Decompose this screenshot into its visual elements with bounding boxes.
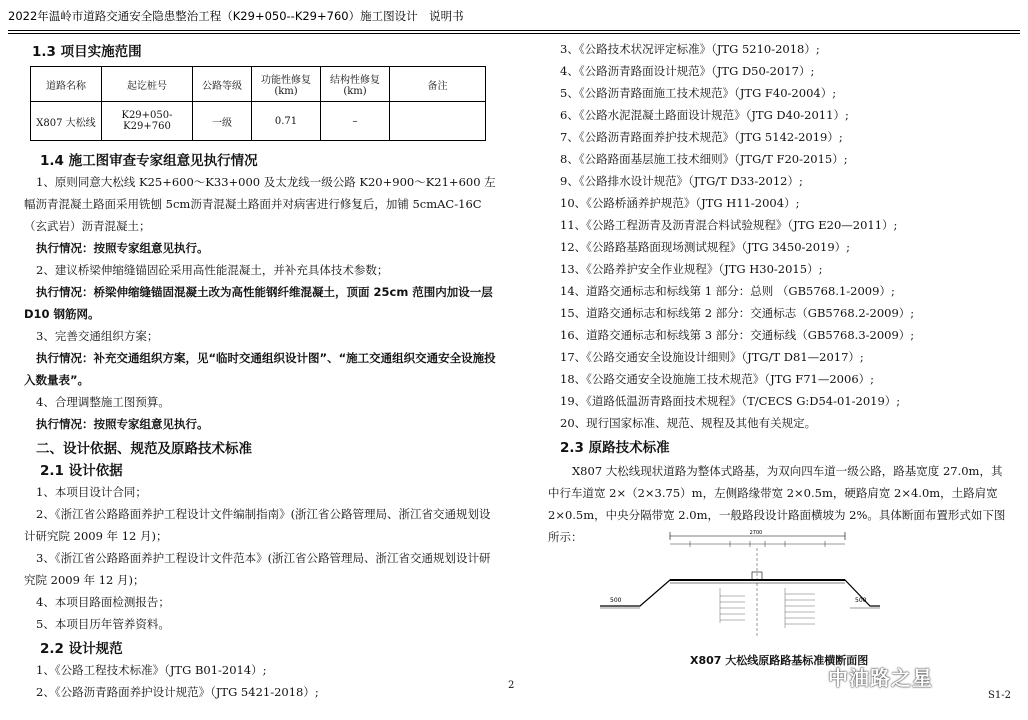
spec-item: 12、《公路路基路面现场测试规程》（JTG 3450-2019）; <box>560 240 851 254</box>
spec-item: 3、《公路技术状况评定标准》（JTG 5210-2018）; <box>560 42 820 56</box>
table-header: 备注 <box>390 67 486 102</box>
table-header: 结构性修复 (km) <box>321 67 390 102</box>
table-header: 功能性修复 (km) <box>252 67 321 102</box>
spec-item: 20、现行国家标准、规范、规程及其他有关规定。 <box>560 416 817 430</box>
fig-left-edge: 500 <box>610 597 622 604</box>
section-2-1-title: 2.1 设计依据 <box>40 463 123 479</box>
spec-item: 19、《道路低温沥青路面技术规程》（T/CECS G:D54-01-2019）; <box>560 394 901 408</box>
basis-item: 2、《浙江省公路路面养护工程设计文件编制指南》(浙江省公路管理局、浙江省交通规划设计研究院 2009 年 12 月)； <box>24 507 491 543</box>
table-cell: 0.71 <box>252 102 321 141</box>
basis-item: 5、本项目历年管养资料。 <box>36 617 170 631</box>
table-header-row <box>31 67 486 102</box>
table-header: 公路等级 <box>193 67 252 102</box>
spec-item: 16、道路交通标志和标线第 3 部分：交通标线（GB5768.3-2009）; <box>560 328 915 342</box>
table-cell <box>390 102 486 141</box>
spec-item: 5、《公路沥青路面施工技术规范》（JTG F40-2004）; <box>560 86 837 100</box>
spec-item: 15、道路交通标志和标线第 2 部分：交通标志（GB5768.2-2009）; <box>560 306 915 320</box>
paragraph: 2、建议桥梁伸缩缝锚固砼采用高性能混凝土，并补充具体技术参数； <box>36 263 389 277</box>
watermark: 中油路之星 <box>828 666 933 690</box>
spec-item: 10、《公路桥涵养护规范》（JTG H11-2004）; <box>560 196 800 210</box>
sheet-number: S1-2 <box>988 690 1011 701</box>
table-cell: – <box>321 102 390 141</box>
cross-section-figure <box>580 528 880 648</box>
spec-item: 14、道路交通标志和标线第 1 部分：总则 （GB5768.1-2009）; <box>560 284 895 298</box>
execution-note: 执行情况：补充交通组织方案，见“临时交通组织设计图”、“施工交通组织交通安全设施投入数量表”。 <box>24 351 496 387</box>
section-1-3-title: 1.3 项目实施范围 <box>32 44 142 60</box>
table-header: 起讫桩号 <box>102 67 193 102</box>
spec-item: 11、《公路工程沥青及沥青混合料试验规程》（JTG E20—2011）; <box>560 218 898 232</box>
left-column <box>24 38 498 703</box>
basis-item: 3、《浙江省公路路面养护工程设计文件范本》(浙江省公路管理局、浙江省交通规划设计研究院 2009 年 12 月)； <box>24 551 491 587</box>
spec-item: 2、《公路沥青路面养护设计规范》（JTG 5421-2018）; <box>36 685 319 699</box>
basis-item: 4、本项目路面检测报告； <box>36 595 170 609</box>
header-rule-thin <box>8 33 1020 34</box>
spec-item: 4、《公路沥青路面设计规范》（JTG D50-2017）; <box>560 64 815 78</box>
spec-item: 17、《公路交通安全设施设计细则》（JTG/T D81—2017）; <box>560 350 864 364</box>
section-2-2-title: 2.2 设计规范 <box>40 641 123 657</box>
execution-note: 执行情况：桥梁伸缩缝锚固混凝土改为高性能钢纤维混凝土，顶面 25cm 范围内加设一层 D10 钢筋网。 <box>24 285 493 321</box>
fig-right-edge: 500 <box>855 597 867 604</box>
spec-item: 9、《公路排水设计规范》（JTG/T D33-2012）; <box>560 174 803 188</box>
spec-item: 13、《公路养护安全作业规程》（JTG H30-2015）; <box>560 262 823 276</box>
table-cell: K29+050-K29+760 <box>102 102 193 141</box>
right-column <box>548 38 1012 548</box>
figure-caption: X807 大松线原路路基标准横断面图 <box>690 654 869 667</box>
scope-table <box>30 66 486 141</box>
table-row <box>31 102 486 141</box>
section-2-3-title: 2.3 原路技术标准 <box>560 440 670 456</box>
execution-note: 执行情况：按照专家组意见执行。 <box>36 417 209 431</box>
paragraph: 3、完善交通组织方案； <box>36 329 159 343</box>
spec-item: 7、《公路沥青路面养护技术规范》（JTG 5142-2019）; <box>560 130 843 144</box>
page-number: 2 <box>508 680 515 691</box>
table-header: 道路名称 <box>31 67 102 102</box>
basis-item: 1、本项目设计合同； <box>36 485 147 499</box>
table-cell: X807 大松线 <box>31 102 102 141</box>
spec-item: 1、《公路工程技术标准》（JTG B01-2014）; <box>36 663 267 677</box>
paragraph: 1、原则同意大松线 K25+600～K33+000 及太龙线一级公路 K20+900～K21+600 左幅沥青混凝土路面采用铣刨 5cm沥青混凝土路面并对病害进行修复后，加铺 5cmAC-16C（玄武岩）沥青混凝土； <box>24 175 496 233</box>
table-cell: 一级 <box>193 102 252 141</box>
header-rule <box>8 30 1020 31</box>
spec-item: 6、《公路水泥混凝土路面设计规范》（JTG D40-2011）; <box>560 108 849 122</box>
document-header: 2022年温岭市道路交通安全隐患整治工程（K29+050--K29+760）施工图设计 说明书 <box>8 9 464 23</box>
fig-total-width: 2700 <box>749 530 763 536</box>
section-1-4-title: 1.4 施工图审查专家组意见执行情况 <box>40 153 258 169</box>
spec-item: 18、《公路交通安全设施施工技术规范》（JTG F71—2006）; <box>560 372 875 386</box>
spec-item: 8、《公路路面基层施工技术细则》（JTG/T F20-2015）; <box>560 152 848 166</box>
section-2-title: 二、设计依据、规范及原路技术标准 <box>36 441 252 457</box>
execution-note: 执行情况：按照专家组意见执行。 <box>36 241 209 255</box>
paragraph: 4、合理调整施工图预算。 <box>36 395 170 409</box>
paragraph: X807 大松线现状道路为整体式路基，为双向四车道一级公路，路基宽度 27.0m，其中行车道宽 2×（2×3.75）m，左侧路缘带宽 2×0.5m，硬路肩宽 2×4.0m，土路肩宽 2×0.5m，中央分隔带宽 2.0m，一般路段设计路面横坡为 2%。具体断面布置形式如下图所示： <box>548 464 1006 544</box>
